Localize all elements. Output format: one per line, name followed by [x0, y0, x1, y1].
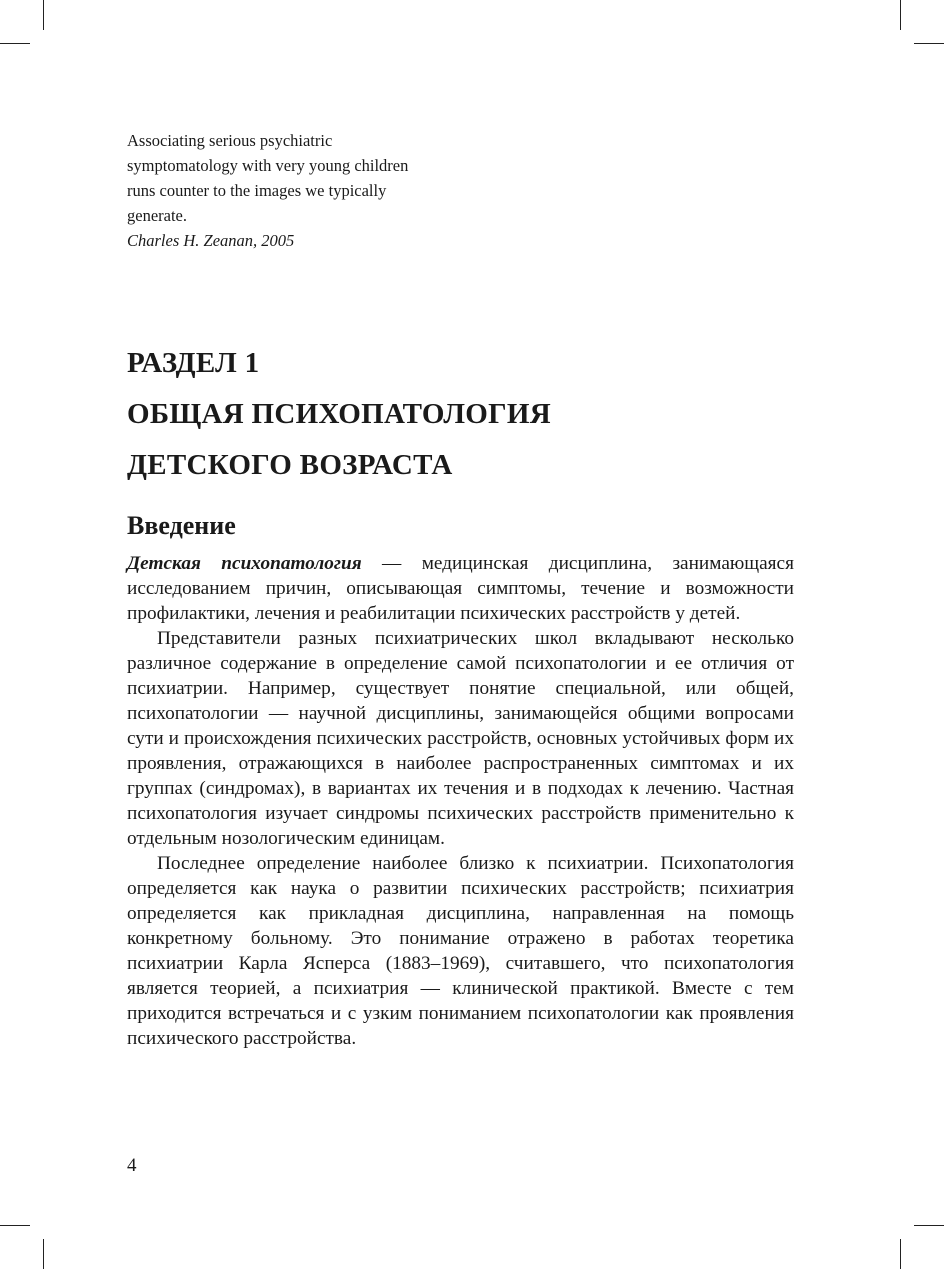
- page-number: 4: [127, 1155, 137, 1176]
- defined-term: Детская психопатология: [127, 553, 362, 574]
- section-title: [127, 338, 817, 491]
- section-title-line: ОБЩАЯ ПСИХОПАТОЛОГИЯ: [127, 398, 551, 430]
- intro-heading: Введение: [127, 511, 236, 540]
- paragraph-1-text: — медицинская дисциплина, занимающаяся исследованием причин, описывающая симптомы, течение и возможности профилактики, лечения и реабилитации психических расстройств у детей.: [127, 553, 794, 624]
- epigraph-author: Charles H. Zeanan, 2005: [127, 231, 295, 250]
- crop-mark-top-left-horizontal: [0, 43, 30, 44]
- body-text: [127, 551, 794, 1051]
- section-title-line: ДЕТСКОГО ВОЗРАСТА: [127, 449, 453, 481]
- epigraph-line: symptomatology with very young children: [127, 156, 409, 175]
- epigraph: [127, 128, 447, 253]
- epigraph-line: Associating serious psychiatric: [127, 131, 333, 150]
- epigraph-line: runs counter to the images we typically: [127, 181, 387, 200]
- crop-mark-bottom-right-vertical: [900, 1239, 901, 1269]
- section-title-line: РАЗДЕЛ 1: [127, 347, 260, 379]
- crop-mark-bottom-right-horizontal: [914, 1225, 944, 1226]
- crop-mark-top-right-horizontal: [914, 43, 944, 44]
- paragraph-1: [127, 551, 794, 626]
- crop-mark-top-right-vertical: [900, 0, 901, 30]
- epigraph-line: generate.: [127, 206, 187, 225]
- crop-mark-top-left-vertical: [43, 0, 44, 30]
- paragraph-3: Последнее определение наиболее близко к психиатрии. Психопатология определяется как наука о развитии психических расстройств; психиатрия определяется как прикладная дисциплина, направленная на помощь конкретному больному. Это понимание отражено в работах теоретика психиатрии Карла Ясперса (1883–1969), считавшего, что психопатология является теорией, а психиатрия — клинической практикой. Вместе с тем приходится встречаться и с узким пониманием психопатологии как проявления психического расстройства.: [127, 853, 794, 1049]
- crop-mark-bottom-left-vertical: [43, 1239, 44, 1269]
- crop-mark-bottom-left-horizontal: [0, 1225, 30, 1226]
- paragraph-2: Представители разных психиатрических школ вкладывают несколько различное содержание в определение самой психопатологии и ее отличия от психиатрии. Например, существует понятие специальной, или общей, психопатологии — научной дисциплины, занимающейся общими вопросами сути и происхождения психических расстройств, основных устойчивых форм их проявления, отражающихся в наиболее распространенных симптомах и их группах (синдромах), в вариантах их течения и в подходах к лечению. Частная психопатология изучает синдромы психических расстройств применительно к отдельным нозологическим единицам.: [127, 628, 794, 849]
